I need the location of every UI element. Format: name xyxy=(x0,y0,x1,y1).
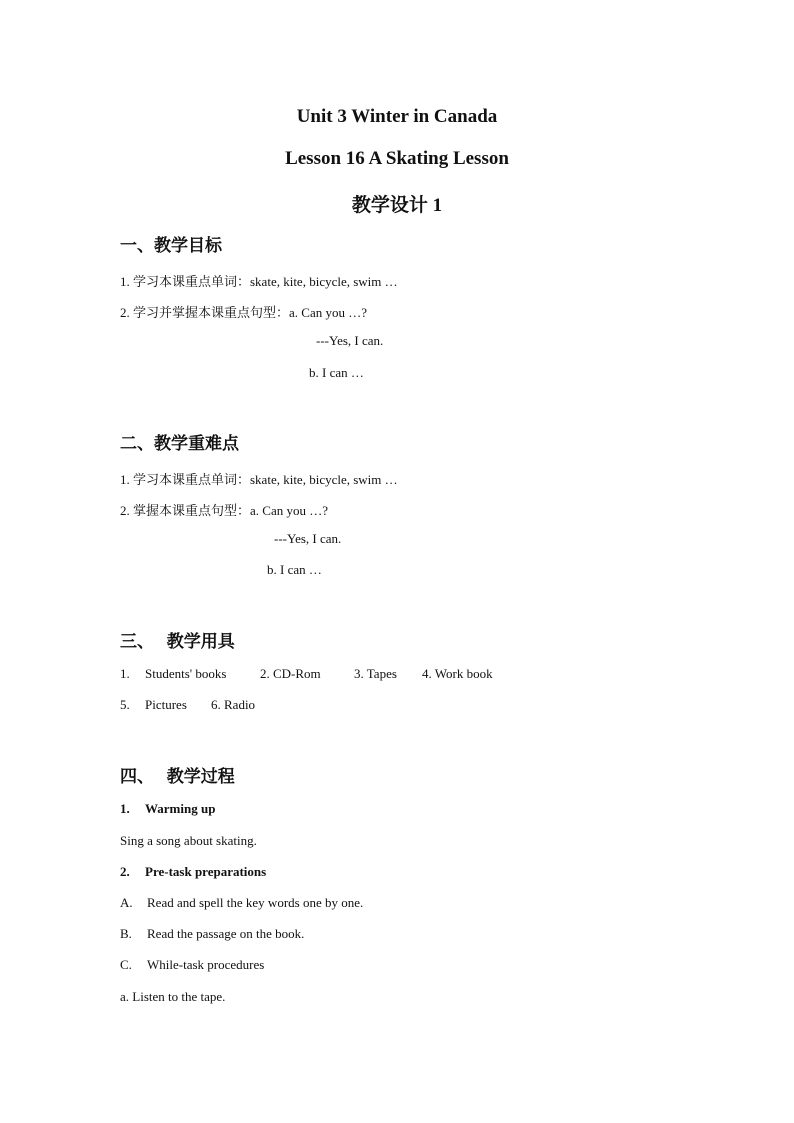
sub-item-a: a. Listen to the tape. xyxy=(120,989,226,1004)
section1-line2: 2. 学习并掌握本课重点句型：a. Can you …? xyxy=(120,305,367,320)
step1-number: 1. xyxy=(120,801,130,816)
lesson-title: Lesson 16 A Skating Lesson xyxy=(285,148,509,169)
document-title: Unit 3 Winter in Canada xyxy=(296,106,498,127)
materials-tapes: 3. Tapes xyxy=(354,666,397,681)
item-c-text: While-task procedures xyxy=(147,957,265,972)
materials-pictures: Pictures xyxy=(145,697,187,712)
section1-line3: ---Yes, I can. xyxy=(316,333,384,348)
item-a-label: A. xyxy=(120,895,133,910)
step1-title: Warming up xyxy=(145,801,216,816)
item-c-label: C. xyxy=(120,957,132,972)
materials-num-1: 1. xyxy=(120,666,130,681)
section2-line2: 2. 掌握本课重点句型：a. Can you …? xyxy=(120,503,328,518)
section2-heading: 二、教学重难点 xyxy=(120,434,239,453)
item-b-text: Read the passage on the book. xyxy=(147,926,305,941)
step2-number: 2. xyxy=(120,864,130,879)
section1-heading: 一、教学目标 xyxy=(120,236,222,255)
step2-title: Pre-task preparations xyxy=(145,864,267,879)
item-b-label: B. xyxy=(120,926,132,941)
section4-heading: 四、 教学过程 xyxy=(120,767,235,786)
section1-line1: 1. 学习本课重点单词：skate, kite, bicycle, swim … xyxy=(120,274,398,289)
materials-work-book: 4. Work book xyxy=(422,666,493,681)
materials-num-5: 5. xyxy=(120,697,130,712)
section2-line4: b. I can … xyxy=(267,562,322,577)
materials-cd-rom: 2. CD-Rom xyxy=(260,666,321,681)
item-a-text: Read and spell the key words one by one. xyxy=(147,895,364,910)
section2-line3: ---Yes, I can. xyxy=(274,531,342,546)
step1-text: Sing a song about skating. xyxy=(120,833,257,848)
design-title: 教学设计 1 xyxy=(351,195,443,216)
materials-students-books: Students' books xyxy=(145,666,227,681)
materials-radio: 6. Radio xyxy=(211,697,256,712)
section3-heading: 三、 教学用具 xyxy=(120,632,235,651)
section2-line1: 1. 学习本课重点单词：skate, kite, bicycle, swim … xyxy=(120,472,398,487)
section1-line4: b. I can … xyxy=(309,365,364,380)
